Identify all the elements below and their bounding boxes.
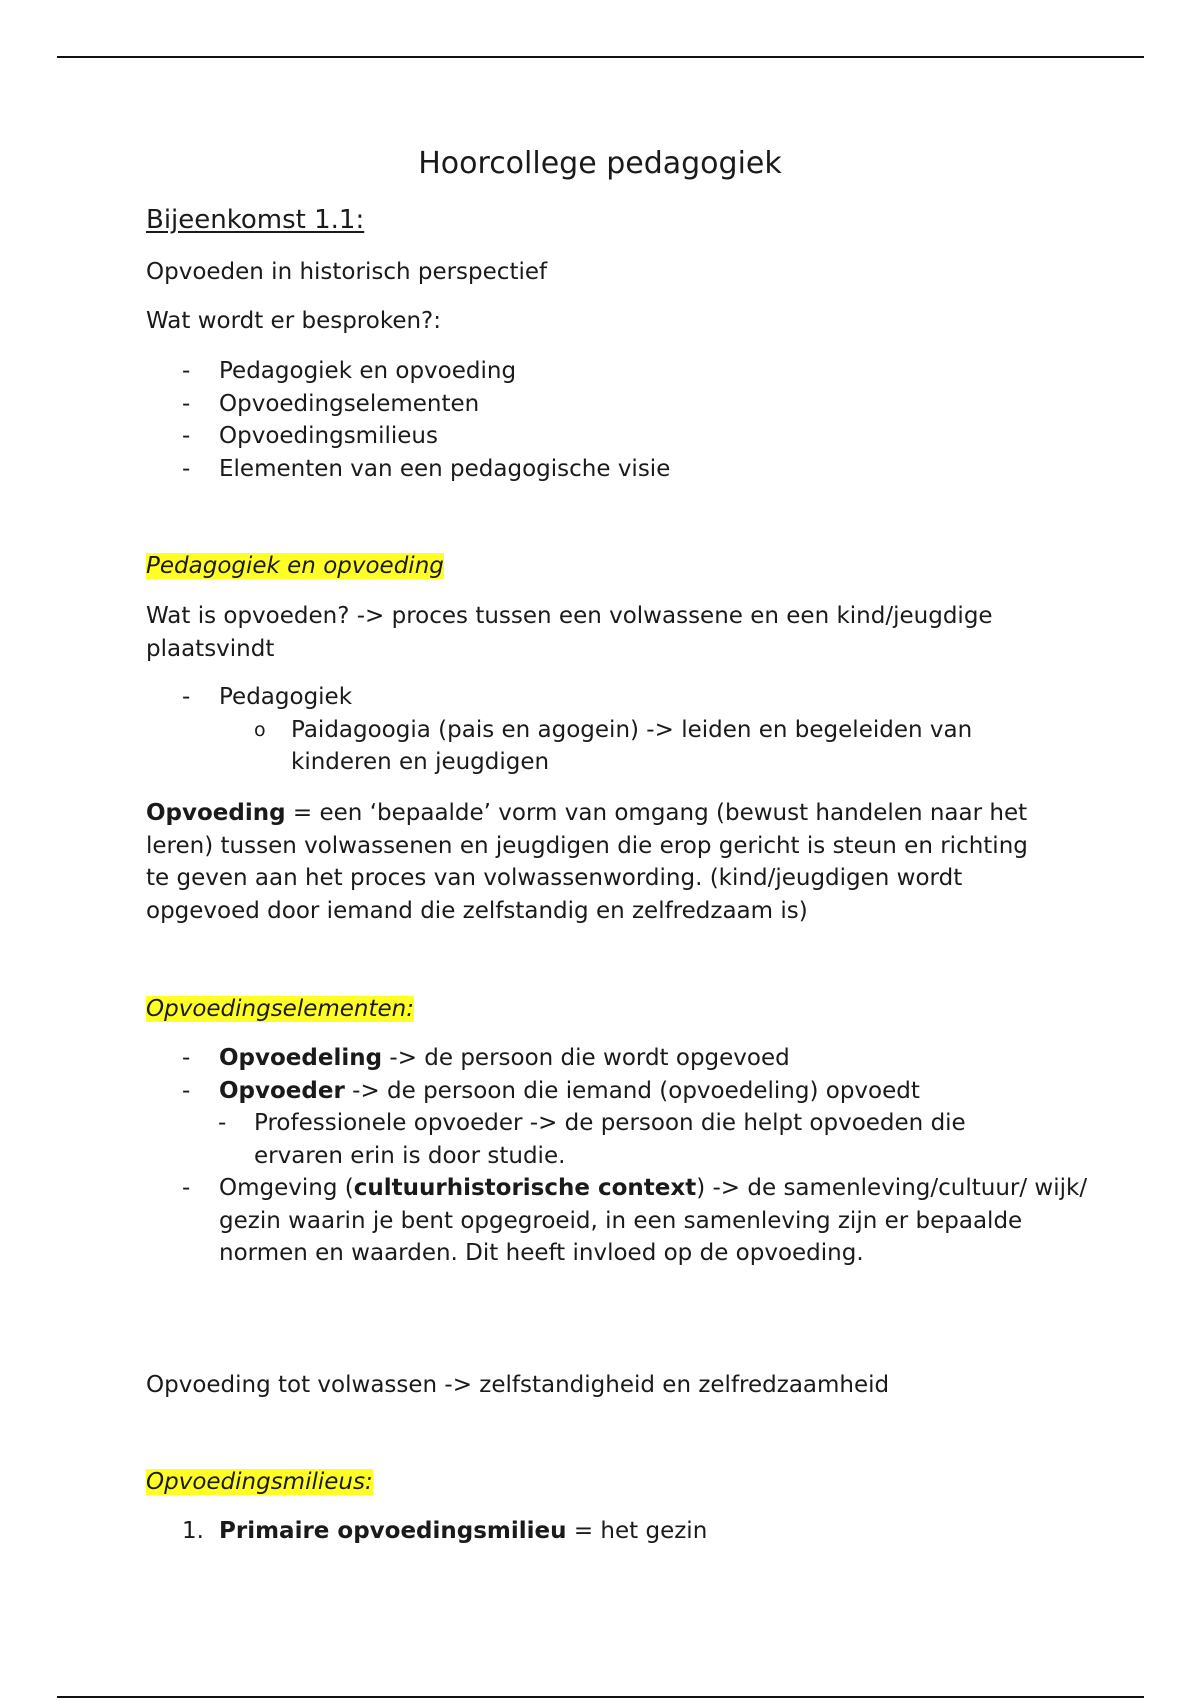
sec1-def-text: = een ‘bepaalde’ vorm van omgang (bewust handelen naar het leren) tussen volwassenen en jeugdigen die erop gericht is steun en richting te geven aan het proces van volwassenwording. (kind/jeugdigen wordt opgevoed door iemand die zelfstandig en zelfredzaam is)	[146, 800, 1028, 924]
sec1-heading: Pedagogiek en opvoeding	[146, 553, 444, 579]
question: Wat wordt er besproken?:	[146, 308, 442, 334]
sec2-item2-text: -> de persoon die iemand (opvoedeling) opvoedt	[344, 1077, 920, 1104]
sec2-heading-line	[146, 993, 414, 1026]
sec3-list	[146, 1515, 1066, 1548]
bottom-rule	[57, 1696, 1144, 1698]
sec1-def-term: Opvoeding	[146, 800, 286, 826]
sec2-list	[146, 1042, 1088, 1270]
sec1-heading-line	[146, 550, 444, 583]
agenda-item: - Opvoedingselementen	[146, 388, 1066, 421]
sec1-intro: Wat is opvoeden? -> proces tussen een volwassene en een kind/jeugdige plaatsvindt	[146, 603, 993, 662]
sec2-item	[146, 1042, 1066, 1075]
sec2-item	[146, 1075, 1066, 1108]
sec2-item	[146, 1172, 1099, 1270]
section-heading: Bijeenkomst 1.1:	[146, 205, 365, 235]
sec2-closing: Opvoeding tot volwassen -> zelfstandigheid en zelfredzaamheid	[146, 1372, 890, 1398]
page-title: Hoorcollege pedagogiek	[418, 146, 782, 181]
sec2-item3-pre: Omgeving (	[219, 1175, 354, 1201]
sec1-definition	[146, 797, 1056, 927]
sec2-item2-term: Opvoeder	[219, 1077, 345, 1104]
sec2-item1-text: -> de persoon die wordt opgevoed	[382, 1045, 790, 1071]
sec3-heading: Opvoedingsmilieus:	[146, 1469, 373, 1495]
sec2-subitem: - Professionele opvoeder -> de persoon die helpt opvoeden die ervaren erin is door studie.	[146, 1107, 1024, 1172]
sec1-item: - Pedagogiek	[146, 681, 1066, 714]
sec2-item3-text: ) -> de samenleving/cultuur/ wijk/ gezin waarin je bent opgegroeid, in een samenleving zijn er bepaalde normen en waarden. Dit heeft invloed op de opvoeding.	[219, 1175, 1088, 1266]
sec3-heading-line	[146, 1466, 373, 1499]
sec2-item3-term: cultuurhistorische context	[353, 1175, 697, 1201]
sec3-item1-term: Primaire opvoedingsmilieu	[219, 1518, 567, 1544]
sec1-list	[146, 681, 1066, 779]
sec2-heading: Opvoedingselementen:	[146, 996, 415, 1022]
sec3-item	[146, 1515, 1066, 1548]
sec3-item1-text: = het gezin	[566, 1518, 708, 1544]
top-rule	[57, 56, 1144, 58]
agenda-item: - Opvoedingsmilieus	[146, 420, 1066, 453]
agenda-list	[146, 355, 1066, 485]
agenda-item: - Elementen van een pedagogische visie	[146, 453, 1066, 486]
subtitle: Opvoeden in historisch perspectief	[146, 259, 548, 285]
sec1-subitem: o Paidagoogia (pais en agogein) -> leiden en begeleiden van kinderen en jeugdigen	[146, 714, 1051, 779]
agenda-item: - Pedagogiek en opvoeding	[146, 355, 1066, 388]
sec2-item1-term: Opvoedeling	[219, 1045, 383, 1071]
